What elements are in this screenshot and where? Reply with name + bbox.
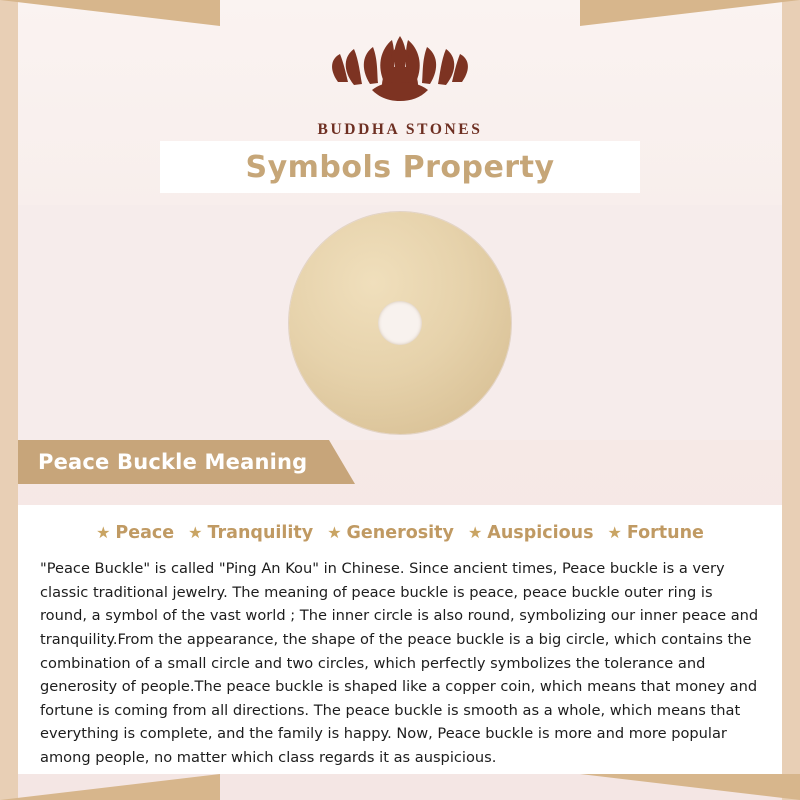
list-item [96, 523, 174, 543]
star-icon: ★ [467, 523, 483, 542]
keyword-label: Tranquility [207, 523, 314, 543]
keyword-label: Auspicious [487, 523, 594, 543]
list-item [188, 523, 313, 543]
star-icon: ★ [188, 523, 203, 542]
lotus-meditation-figure-icon [310, 22, 490, 117]
section-ribbon [18, 440, 355, 484]
corner-decoration-bottom-right [580, 774, 800, 800]
keyword-label: Generosity [346, 523, 454, 543]
description-panel [18, 505, 782, 774]
star-icon: ★ [96, 523, 111, 542]
section-ribbon-body [18, 440, 329, 484]
star-icon: ★ [327, 523, 342, 542]
description-paragraph: "Peace Buckle" is called "Ping An Kou" in Chinese. Since ancient times, Peace buckle is a very classic traditional jewelry. The meaning of peace buckle is peace, peace buckle outer ring is round, a symbol of the vast world ; The inner circle is also round, symbolizing our inner peace and tranquility.From the appearance, the shape of the peace buckle is a big circle, which contains the combination of a small circle and two circles, which perfectly symbolizes the tolerance and generosity of people.The peace buckle is shaped like a copper coin, which means that money and fortune is coming from all directions. The peace buckle is smooth as a whole, which means that everything is complete, and the family is happy. Now, Peace buckle is more and more popular among people, no matter which class regards it as auspicious. [40, 560, 759, 767]
list-item [608, 523, 704, 543]
hero-image-area [18, 205, 782, 440]
list-item [327, 523, 454, 543]
corner-decoration-bottom-left [0, 774, 220, 800]
section-ribbon-tail [329, 440, 355, 484]
list-item [468, 523, 594, 543]
peace-buckle-inner-hole [378, 301, 422, 345]
brand-header [0, 22, 800, 139]
page-title-band [160, 141, 640, 193]
keyword-label: Fortune [626, 523, 704, 543]
brand-name: BUDDHA STONES [317, 121, 483, 138]
page-title: Symbols Property [245, 149, 555, 185]
keyword-list [40, 523, 760, 543]
section-ribbon-label: Peace Buckle Meaning [38, 450, 308, 474]
keyword-label: Peace [115, 523, 175, 543]
star-icon: ★ [607, 523, 622, 542]
peace-buckle-disc-illustration [289, 212, 511, 434]
